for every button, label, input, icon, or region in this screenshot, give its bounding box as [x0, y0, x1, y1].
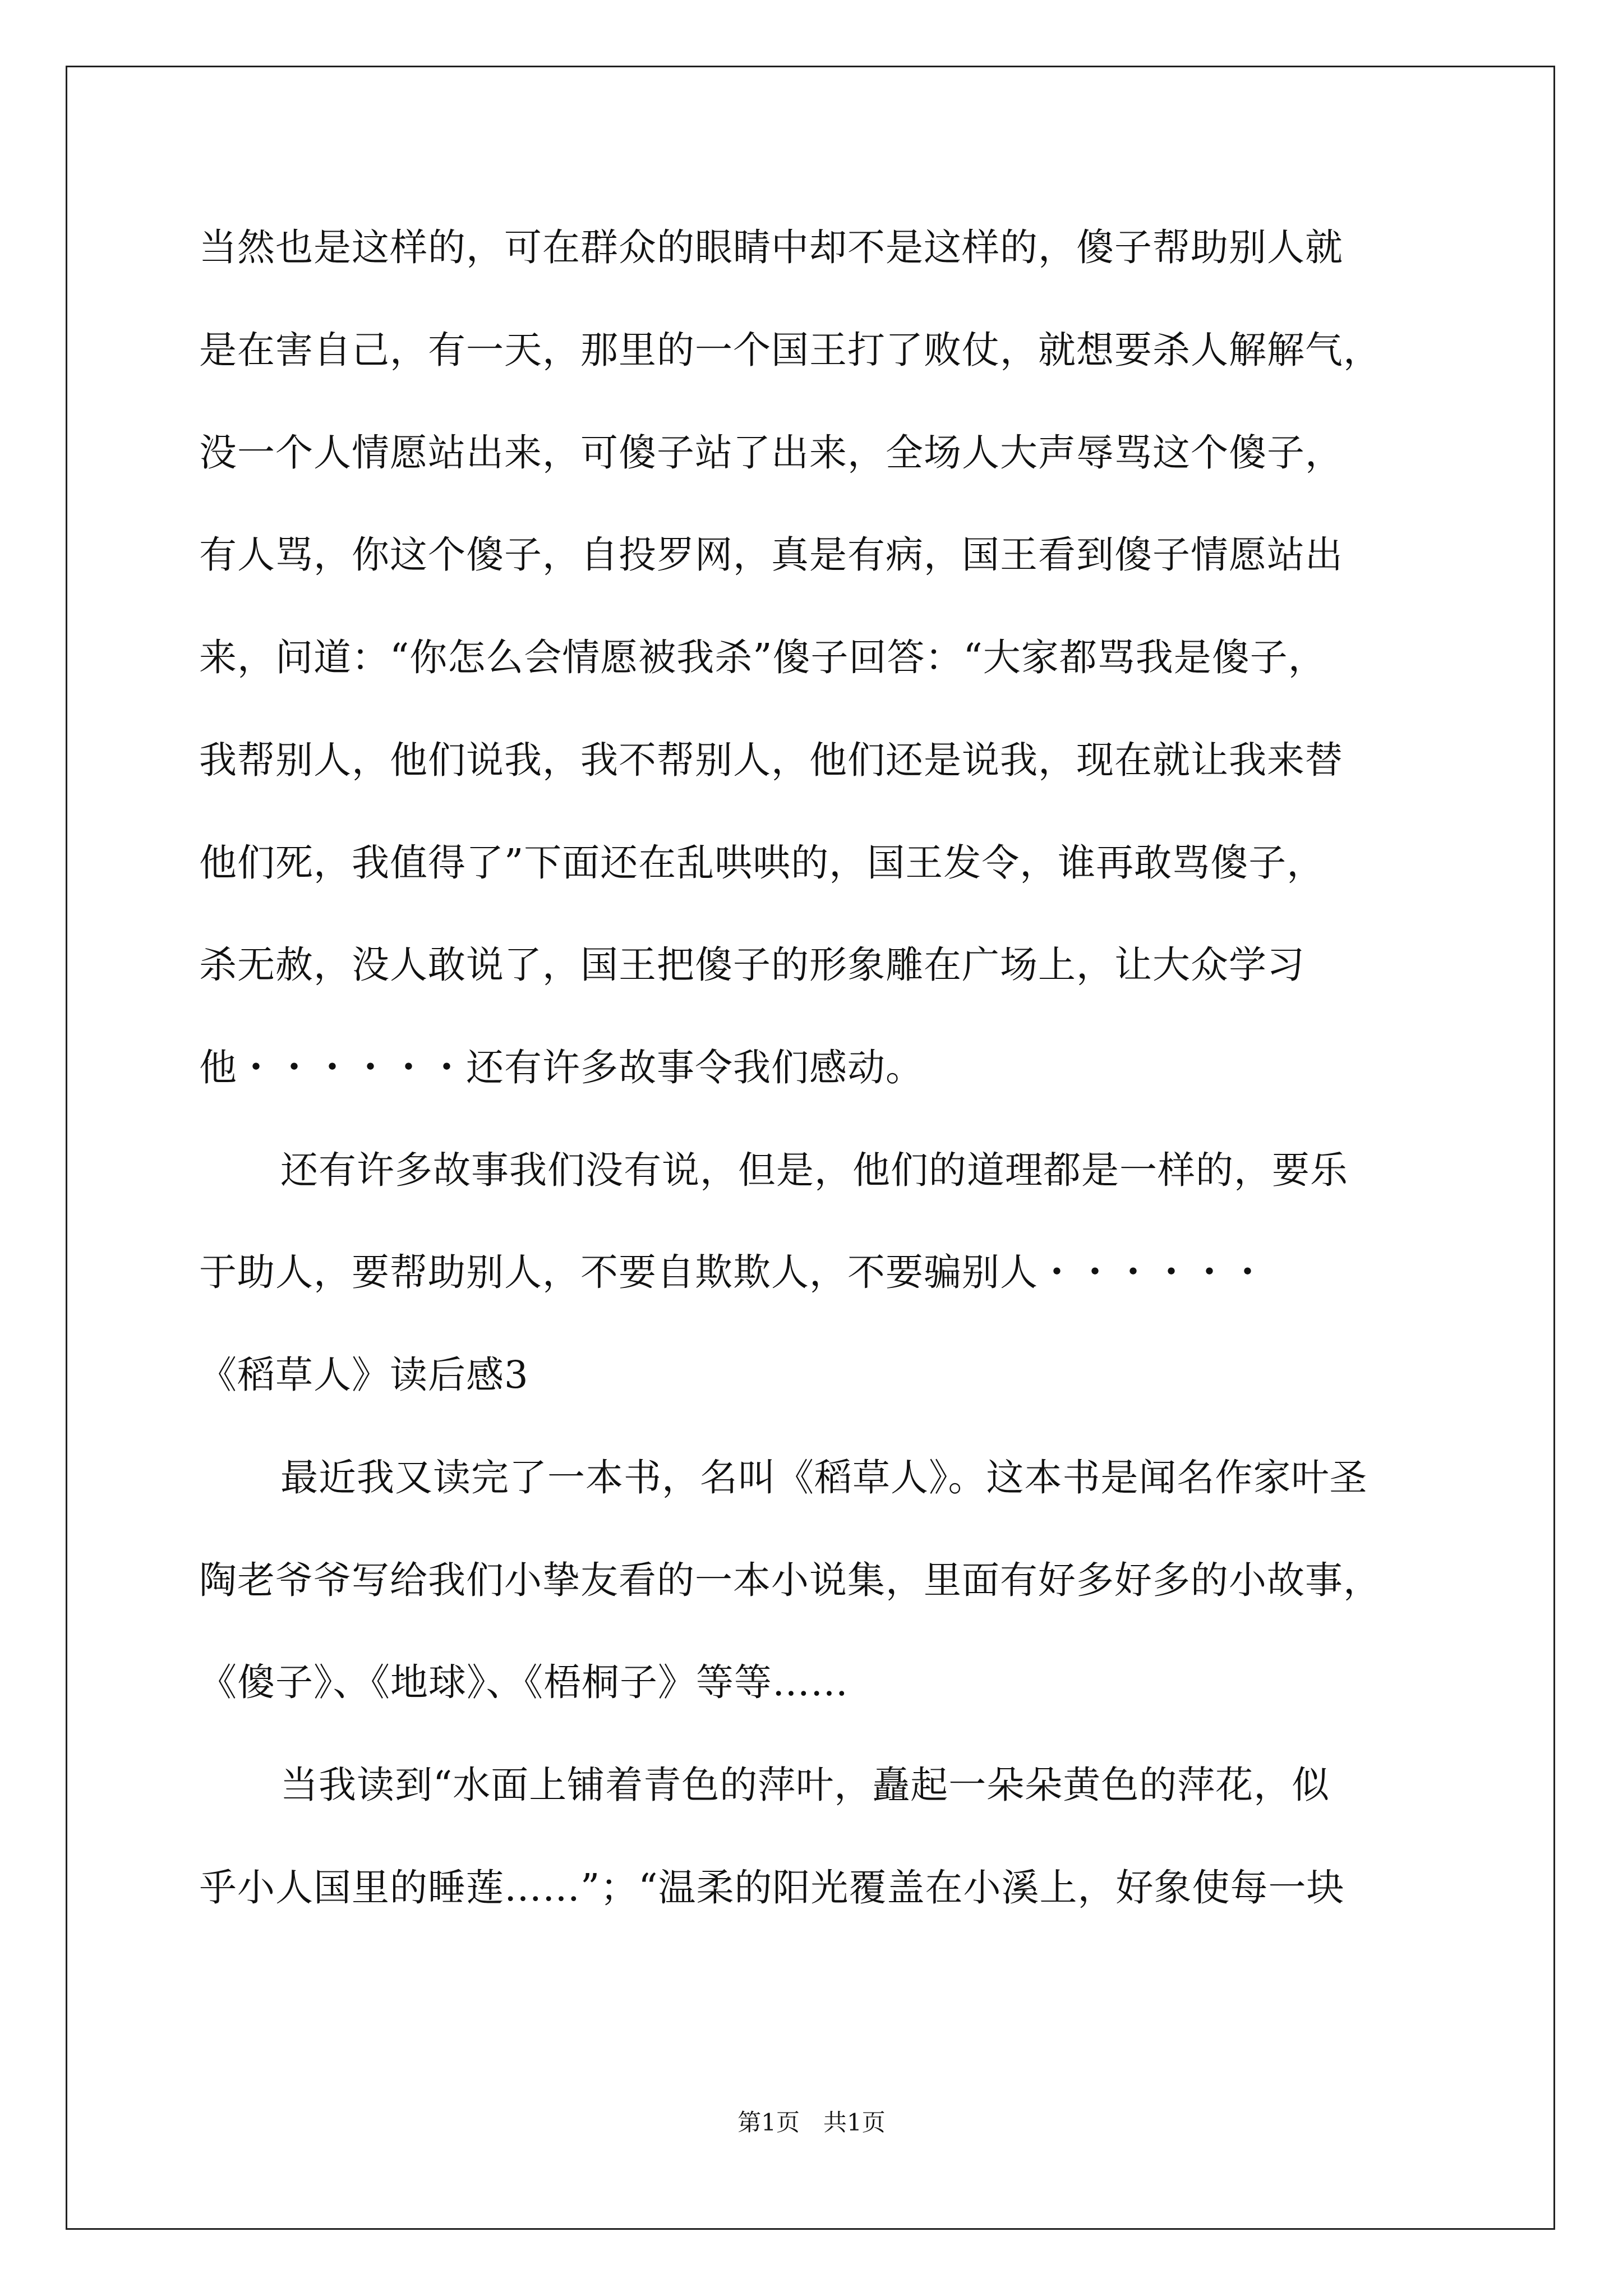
page-number-footer: 第1页 共1页 — [737, 2109, 886, 2136]
body-text-line: 乎小人国里的睡莲……”；“温柔的阳光覆盖在小溪上，好象使每一块 — [199, 1866, 1345, 1910]
section-heading: 《稻草人》读后感3 — [199, 1353, 529, 1397]
body-text-line: 于助人，要帮助别人，不要自欺欺人，不要骗别人・・・・・・ — [199, 1250, 1267, 1294]
body-text-line: 来，问道：“你怎么会情愿被我杀”傻子回答：“大家都骂我是傻子， — [199, 636, 1326, 679]
body-text-line: 他们死，我值得了”下面还在乱哄哄的，国王发令，谁再敢骂傻子， — [199, 841, 1325, 885]
body-text-line: 当然也是这样的，可在群众的眼睛中却不是这样的，傻子帮助别人就 — [199, 226, 1343, 269]
body-text-line: 《傻子》、《地球》、《梧桐子》等等…… — [199, 1660, 849, 1704]
paragraph-first-line: 还有许多故事我们没有说，但是，他们的道理都是一样的，要乐 — [280, 1148, 1348, 1192]
paragraph-first-line: 当我读到“水面上铺着青色的萍叶，矗起一朵朵黄色的萍花，似 — [280, 1763, 1330, 1807]
body-text-line: 他・・・・・・还有许多故事令我们感动。 — [199, 1046, 924, 1089]
body-text-line: 没一个人情愿站出来，可傻子站了出来，全场人大声辱骂这个傻子， — [199, 431, 1343, 475]
body-text-line: 杀无赦，没人敢说了，国王把傻子的形象雕在广场上，让大众学习 — [199, 943, 1305, 987]
body-text-line: 有人骂，你这个傻子，自投罗网，真是有病，国王看到傻子情愿站出 — [199, 533, 1343, 577]
body-text-line: 我帮别人，他们说我，我不帮别人，他们还是说我，现在就让我来替 — [199, 738, 1343, 782]
body-text-line: 是在害自己，有一天，那里的一个国王打了败仗，就想要杀人解解气， — [199, 328, 1381, 372]
paragraph-first-line: 最近我又读完了一本书，名叫《稻草人》。这本书是闻名作家叶圣 — [280, 1456, 1368, 1499]
body-text-line: 陶老爷爷写给我们小挚友看的一本小说集，里面有好多好多的小故事， — [199, 1558, 1381, 1602]
